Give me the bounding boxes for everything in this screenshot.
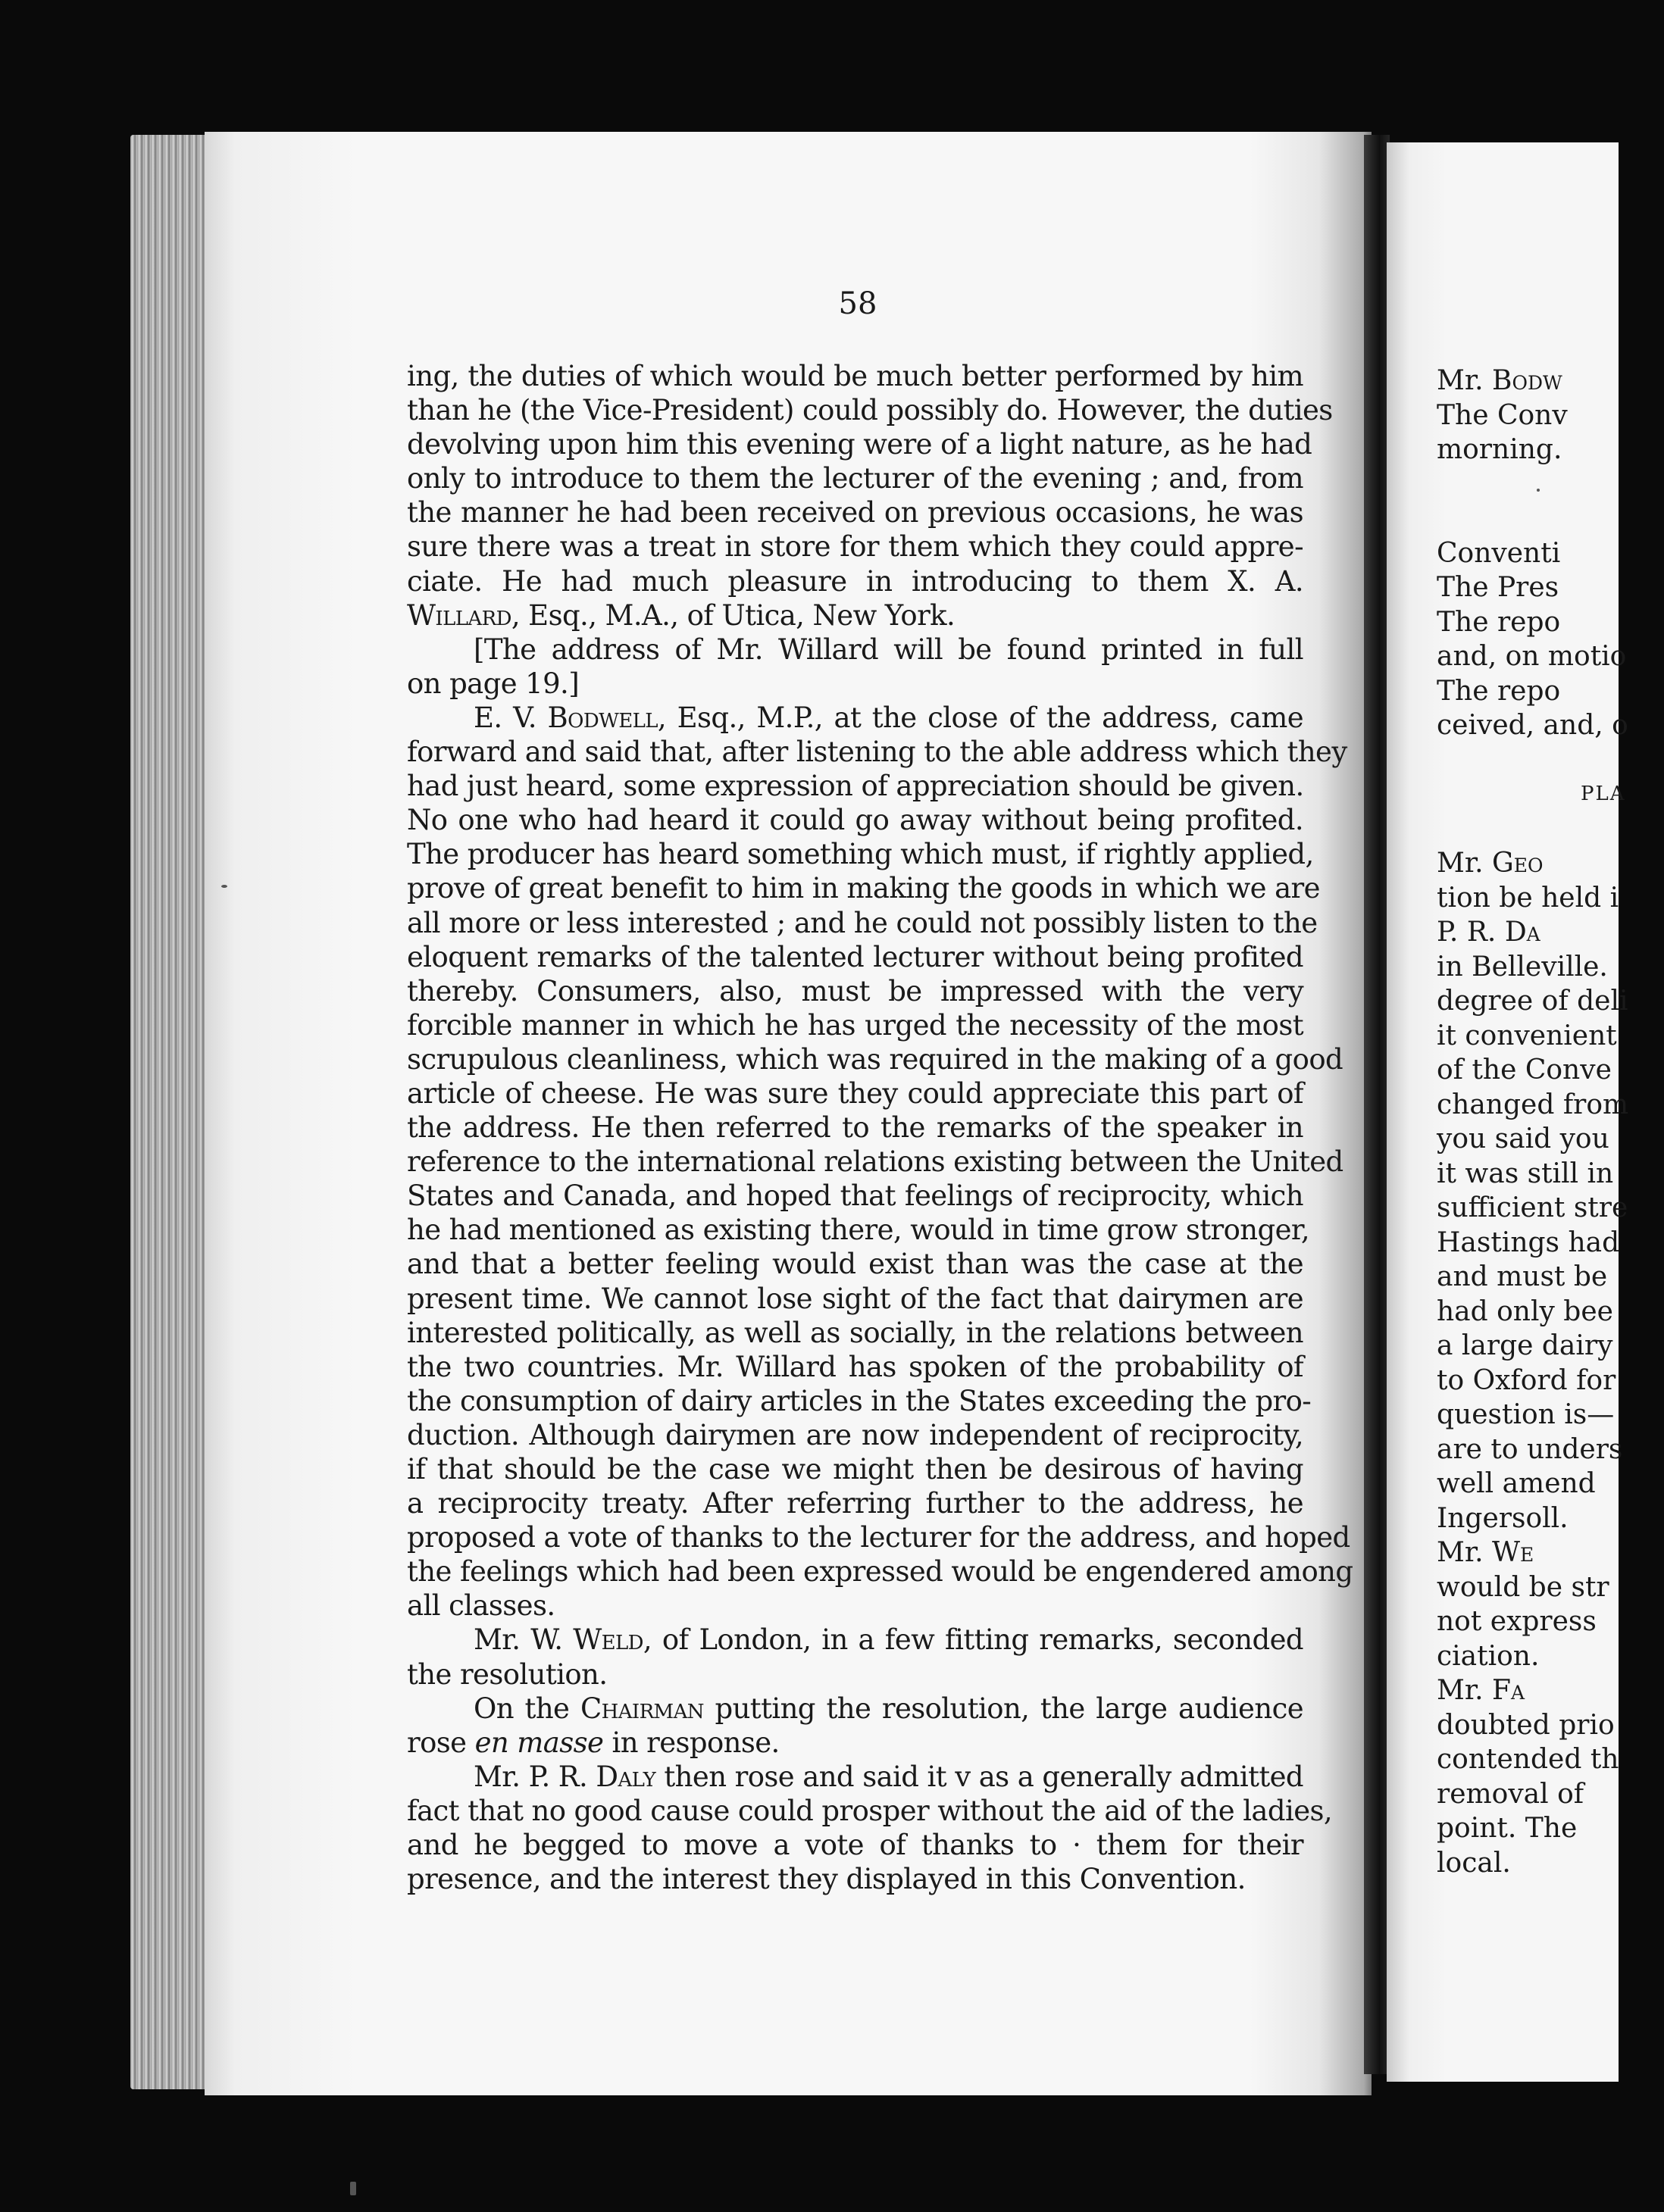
text-line: On the Chairman putting the resolution, the large audience bbox=[474, 1692, 1303, 1725]
text-line: ing, the duties of which would be much better performed by him bbox=[407, 360, 1303, 392]
facing-text-line: morning. bbox=[1437, 434, 1562, 465]
facing-text-line: and must be bbox=[1437, 1261, 1608, 1292]
text-line: article of cheese. He was sure they could appreciate this part of bbox=[407, 1076, 1303, 1110]
facing-text-line: The Pres bbox=[1437, 572, 1559, 603]
facing-text-line: in Belleville. bbox=[1437, 951, 1608, 983]
text-line: only to introduce to them the lecturer of the evening ; and, from bbox=[407, 462, 1303, 495]
text-line: all classes. bbox=[407, 1589, 555, 1623]
text-line: if that should be the case we might then be desirous of having bbox=[407, 1453, 1303, 1486]
facing-text-line: to Oxford for bbox=[1437, 1364, 1616, 1396]
scan-speck bbox=[221, 885, 227, 888]
book-page-edges bbox=[130, 135, 209, 2089]
text-line: on page 19.] bbox=[407, 667, 580, 700]
facing-text-line: a large dairy bbox=[1437, 1330, 1613, 1361]
facing-text-line: you said you bbox=[1437, 1123, 1609, 1154]
text-line: proposed a vote of thanks to the lecturer for the address, and hoped bbox=[407, 1521, 1350, 1554]
text-line: and he begged to move a vote of thanks to · them for their bbox=[407, 1829, 1303, 1862]
facing-text-line: it convenient bbox=[1437, 1020, 1617, 1051]
facing-text-line: The repo bbox=[1437, 606, 1561, 638]
facing-text-line: degree of deli bbox=[1437, 986, 1628, 1017]
facing-text-line: are to unders bbox=[1437, 1433, 1623, 1465]
text-line: the consumption of dairy articles in the States exceeding the pro- bbox=[407, 1384, 1312, 1417]
facing-text-line: The repo bbox=[1437, 675, 1561, 707]
facing-text-line: Mr. Fa bbox=[1437, 1675, 1525, 1706]
book-gutter bbox=[1364, 135, 1390, 2074]
facing-text-line: Mr. We bbox=[1437, 1537, 1534, 1568]
facing-text-line: sufficient stre bbox=[1437, 1192, 1628, 1223]
text-line: The producer has heard something which must, if rightly applied, bbox=[407, 838, 1314, 871]
facing-text-line: Conventi bbox=[1437, 537, 1561, 569]
facing-text-line: local. bbox=[1437, 1847, 1511, 1879]
facing-text-line: it was still in bbox=[1437, 1158, 1614, 1189]
facing-text-line bbox=[1437, 743, 1664, 778]
text-line: the manner he had been received on previous occasions, he was bbox=[407, 496, 1303, 530]
text-line: a reciprocity treaty. After referring further to the address, he bbox=[407, 1487, 1303, 1520]
text-line: the feelings which had been expressed would be engendered among bbox=[407, 1555, 1353, 1589]
text-line: the address. He then referred to the remarks of the speaker in bbox=[407, 1111, 1303, 1145]
facing-text-line: P. R. Da bbox=[1437, 917, 1540, 948]
text-line: forcible manner in which he has urged the necessity of the most bbox=[407, 1008, 1303, 1042]
facing-text-line: contended th bbox=[1437, 1744, 1619, 1775]
facing-text-line: The Conv bbox=[1437, 399, 1568, 431]
facing-text-line: tion be held i bbox=[1437, 882, 1619, 914]
facing-text-line: Mr. Bodw bbox=[1437, 365, 1562, 396]
text-line: ciate. He had much pleasure in introducing to them X. A. bbox=[407, 564, 1303, 598]
facing-text-line: Mr. Geo bbox=[1437, 848, 1544, 879]
text-line: [The address of Mr. Willard will be found printed in full bbox=[474, 633, 1303, 666]
text-line: reference to the international relations existing between the United bbox=[407, 1145, 1343, 1179]
text-line: eloquent remarks of the talented lecturer without being profited bbox=[407, 940, 1303, 973]
text-line: Willard, Esq., M.A., of Utica, New York. bbox=[407, 598, 956, 632]
text-line: the two countries. Mr. Willard has spoken of the probability of bbox=[407, 1350, 1303, 1383]
text-line: than he (the Vice-President) could possibly do. However, the duties bbox=[407, 394, 1333, 427]
facing-text-line: PLA bbox=[1581, 783, 1626, 805]
text-line: thereby. Consumers, also, must be impressed with the very bbox=[407, 974, 1303, 1008]
text-line: he had mentioned as existing there, would in time grow stronger, bbox=[407, 1214, 1310, 1247]
facing-text-line: would be str bbox=[1437, 1571, 1609, 1603]
text-line: sure there was a treat in store for them which they could appre- bbox=[407, 530, 1303, 564]
facing-text-line: ciation. bbox=[1437, 1640, 1540, 1672]
facing-text-line: doubted prio bbox=[1437, 1709, 1615, 1741]
text-line: fact that no good cause could prosper without the aid of the ladies, bbox=[407, 1794, 1333, 1827]
text-line: Mr. W. Weld, of London, in a few fitting remarks, seconded bbox=[474, 1623, 1303, 1657]
facing-text-line bbox=[1437, 501, 1664, 536]
text-line: all more or less interested ; and he could not possibly listen to the bbox=[407, 906, 1318, 939]
text-line: and that a better feeling would exist than was the case at the bbox=[407, 1248, 1303, 1281]
scan-speck bbox=[1537, 489, 1540, 492]
facing-text-line: not express bbox=[1437, 1606, 1597, 1637]
page-body-text bbox=[407, 359, 1353, 1896]
facing-text-line: question is— bbox=[1437, 1399, 1615, 1430]
facing-text-line: removal of bbox=[1437, 1778, 1584, 1810]
text-line: prove of great benefit to him in making the goods in which we are bbox=[407, 872, 1320, 905]
facing-text-line bbox=[1437, 467, 1664, 502]
facing-text-line: changed from bbox=[1437, 1089, 1629, 1120]
text-line: present time. We cannot lose sight of the fact that dairymen are bbox=[407, 1282, 1303, 1315]
text-line: presence, and the interest they displayed in this Convention. bbox=[407, 1863, 1246, 1896]
text-line: scrupulous cleanliness, which was required in the making of a good bbox=[407, 1042, 1343, 1076]
text-line: devolving upon him this evening were of a light nature, as he had bbox=[407, 428, 1312, 461]
text-line: the resolution. bbox=[407, 1657, 608, 1691]
facing-page-text bbox=[1437, 364, 1664, 1880]
text-line: States and Canada, and hoped that feelings of reciprocity, which bbox=[407, 1179, 1303, 1213]
facing-text-line: had only bee bbox=[1437, 1295, 1613, 1327]
facing-text-line: Hastings had bbox=[1437, 1226, 1620, 1258]
text-line: duction. Although dairymen are now independent of reciprocity, bbox=[407, 1418, 1303, 1451]
text-line: E. V. Bodwell, Esq., M.P., at the close of the address, came bbox=[474, 701, 1303, 734]
text-line: forward and said that, after listening to the able address which they bbox=[407, 736, 1347, 769]
text-line: interested politically, as well as socially, in the relations between bbox=[407, 1316, 1303, 1349]
facing-text-line: of the Conve bbox=[1437, 1054, 1612, 1086]
text-line: had just heard, some expression of appreciation should be given. bbox=[407, 770, 1304, 803]
facing-text-line: and, on motio bbox=[1437, 641, 1627, 672]
text-line: rose en masse in response. bbox=[407, 1726, 780, 1759]
page-number: 58 bbox=[838, 286, 877, 321]
facing-text-line: ceived, and, o bbox=[1437, 710, 1628, 741]
text-line: No one who had heard it could go away without being profited. bbox=[407, 804, 1303, 837]
facing-text-line: point. The bbox=[1437, 1813, 1578, 1844]
text-line: Mr. P. R. Daly then rose and said it v as a generally admitted bbox=[474, 1760, 1303, 1793]
facing-text-line: well amend bbox=[1437, 1468, 1596, 1499]
scan-speck bbox=[350, 2182, 356, 2195]
facing-text-line: Ingersoll. bbox=[1437, 1502, 1569, 1534]
facing-text-line bbox=[1437, 812, 1664, 847]
